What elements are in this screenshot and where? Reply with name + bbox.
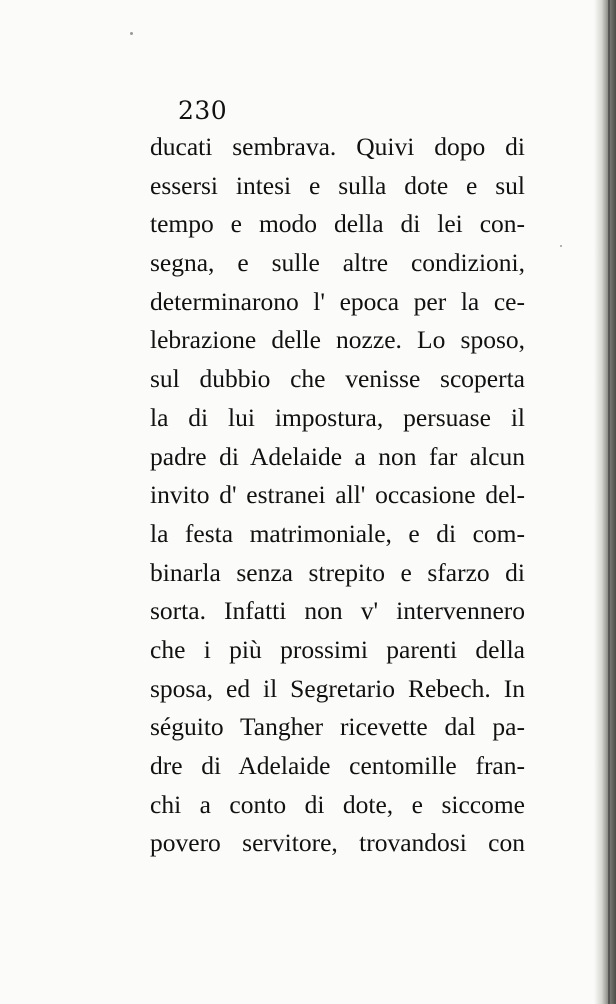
text-line: sposa, ed il Segretario Rebech. In bbox=[150, 673, 525, 703]
text-line: sul dubbio che venisse scoperta bbox=[150, 364, 525, 394]
text-line: ducati sembrava. Quivi dopo di bbox=[150, 132, 525, 161]
page-number: 230 bbox=[178, 96, 228, 125]
text-line: la festa matrimoniale, e di com- bbox=[150, 518, 525, 548]
body-text bbox=[150, 128, 525, 863]
text-line: determinarono l' epoca per la ce- bbox=[150, 286, 525, 316]
text-line: padre di Adelaide a non far alcun bbox=[150, 441, 525, 471]
text-line: che i più prossimi parenti della bbox=[150, 634, 525, 664]
text-line: essersi intesi e sulla dote e sul bbox=[150, 170, 525, 200]
text-line: sorta. Infatti non v' intervennero bbox=[150, 596, 525, 626]
page-edge-line bbox=[608, 0, 610, 1004]
text-line: tempo e modo della di lei con- bbox=[150, 209, 525, 239]
paper-speck bbox=[560, 245, 562, 247]
text-line: séguito Tangher ricevette dal pa- bbox=[150, 712, 525, 742]
text-line: invito d' estranei all' occasione del- bbox=[150, 480, 525, 510]
paper-speck bbox=[130, 32, 133, 35]
text-line: chi a conto di dote, e siccome bbox=[150, 789, 525, 819]
page-edge-shadow bbox=[594, 0, 616, 1004]
text-line: dre di Adelaide centomille fran- bbox=[150, 751, 525, 780]
text-line: lebrazione delle nozze. Lo sposo, bbox=[150, 325, 525, 355]
text-line: la di lui impostura, persuase il bbox=[150, 402, 525, 432]
text-line: segna, e sulle altre condizioni, bbox=[150, 248, 525, 278]
text-line: povero servitore, trovandosi con bbox=[150, 828, 525, 858]
text-line: binarla senza strepito e sfarzo di bbox=[150, 557, 525, 587]
